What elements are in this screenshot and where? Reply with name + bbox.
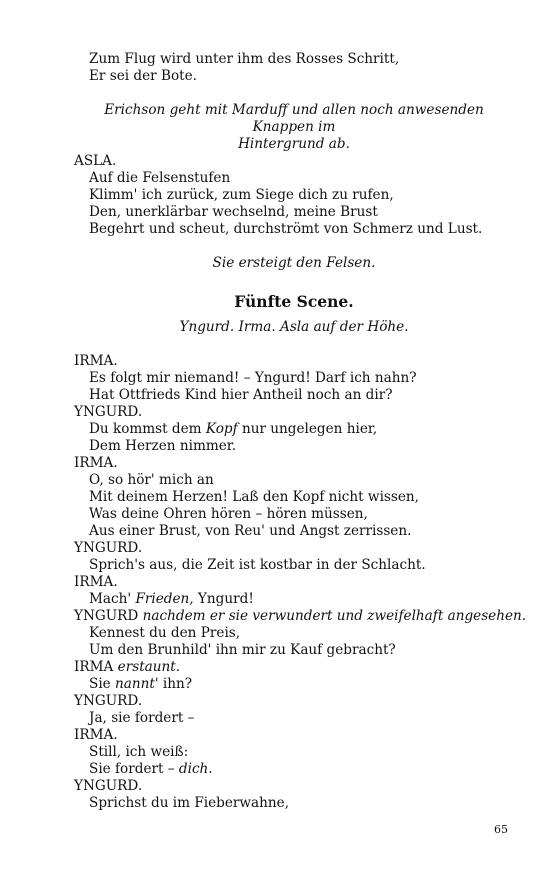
speaker-label: IRMA. <box>74 574 118 590</box>
verse-line: Mach' Frieden, Yngurd! <box>89 591 254 607</box>
verse-line: Sie fordert – dich. <box>89 761 213 777</box>
verse-line: Es folgt mir niemand! – Yngurd! Darf ich nahn? <box>89 370 417 386</box>
scene-persons: Yngurd. Irma. Asla auf der Höhe. <box>179 319 409 335</box>
stage-direction: Sie ersteigt den Felsen. <box>212 255 376 271</box>
verse-line: Begehrt und scheut, durchströmt von Schmerz und Lust. <box>89 221 483 237</box>
verse-line: Was deine Ohren hören – hören müssen, <box>89 506 368 522</box>
stage-direction: Erichson geht mit Marduff und allen noch anwesenden Knappen im Hintergrund ab. <box>104 102 484 152</box>
verse-line: Um den Brunhild' ihn mir zu Kauf gebracht? <box>89 642 396 658</box>
verse-line: Mit deinem Herzen! Laß den Kopf nicht wissen, <box>89 489 419 505</box>
verse-line: Still, ich weiß: <box>89 744 189 760</box>
verse-line: Er sei der Bote. <box>89 68 197 84</box>
verse-line: Sie nannt' ihn? <box>89 676 193 692</box>
scene-title: Fünfte Scene. <box>234 292 354 311</box>
speaker-label: YNGURD. <box>74 778 143 794</box>
verse-line: Kennest du den Preis, <box>89 625 241 641</box>
verse-line: Sprich's aus, die Zeit ist kostbar in der Schlacht. <box>89 557 426 573</box>
verse-line: Dem Herzen nimmer. <box>89 438 237 454</box>
speaker-label: YNGURD. <box>74 540 143 556</box>
speaker-label: YNGURD nachdem er sie verwundert und zweifelhaft angesehen. <box>74 608 527 624</box>
verse-line: Klimm' ich zurück, zum Siege dich zu rufen, <box>89 187 394 203</box>
verse-line: Sprichst du im Fieberwahne, <box>89 795 290 811</box>
verse-line: Auf die Felsenstufen <box>89 170 231 186</box>
speaker-label: IRMA. <box>74 727 118 743</box>
speaker-label: YNGURD. <box>74 404 143 420</box>
speaker-label: IRMA erstaunt. <box>74 659 181 675</box>
verse-line: Du kommst dem Kopf nur ungelegen hier, <box>89 421 378 437</box>
speaker-label: YNGURD. <box>74 693 143 709</box>
verse-line: O, so hör' mich an <box>89 472 214 488</box>
verse-line: Den, unerklärbar wechselnd, meine Brust <box>89 204 378 220</box>
verse-line: Hat Ottfrieds Kind hier Antheil noch an dir? <box>89 387 393 403</box>
verse-line: Aus einer Brust, von Reu' und Angst zerrissen. <box>89 523 412 539</box>
speaker-label: IRMA. <box>74 455 118 471</box>
verse-line: Ja, sie fordert – <box>89 710 195 726</box>
speaker-label: IRMA. <box>74 353 118 369</box>
page-number: 65 <box>494 823 508 836</box>
speaker-label: ASLA. <box>74 153 117 169</box>
verse-line: Zum Flug wird unter ihm des Rosses Schritt, <box>89 51 400 67</box>
